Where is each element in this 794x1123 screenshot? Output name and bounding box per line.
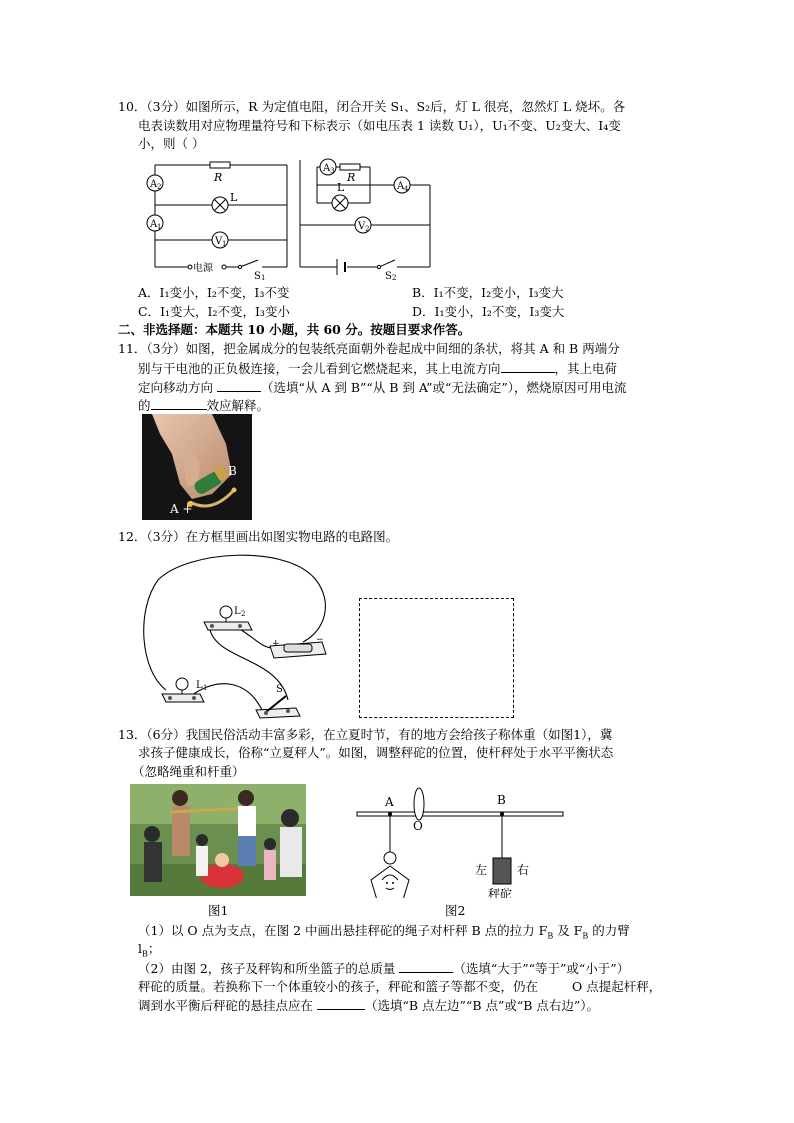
blank-pivot-point[interactable] [538,978,572,991]
q12-line1: 12．（3分）在方框里画出如图实物电路的电路图。 [118,529,399,544]
counterweight-icon [493,858,511,884]
q10-option-a: A．I₁变小，I₂不变，I₃不变 [138,285,290,300]
q13-part2-line3: 调到水平衡后秤砣的悬挂点应在 （选填“B 点左边”“B 点”或“B 点右边”）。 [138,998,600,1013]
svg-text:A: A [150,179,158,190]
q13-line1: 13．（6分）我国民俗活动丰富多彩，在立夏时节，有的地方会给孩子称体重（如图1），冀 [118,727,613,742]
svg-text:4: 4 [404,185,409,193]
svg-text:电源: 电源 [193,263,213,274]
q10-option-b: B．I₁不变，I₂变小，I₃变大 [412,285,564,300]
q11-line3: 定向移动方向 （选填“从 A 到 B”“从 B 到 A”或“无法确定”），燃烧原因可用电流 [138,380,627,395]
photo-label-a: A + [170,502,193,516]
svg-text:−: − [316,635,324,645]
switch-icon [256,696,300,718]
svg-text:A: A [150,219,158,230]
svg-text:A: A [385,795,394,809]
svg-text:L: L [230,191,238,204]
svg-text:S: S [254,271,261,280]
q11-photo [142,414,252,520]
fig1-caption: 图1 [208,903,229,918]
svg-text:B: B [497,793,506,807]
svg-text:S: S [385,271,392,280]
svg-text:L: L [337,181,345,194]
svg-text:左: 左 [475,863,488,877]
q13-line3: （忽略绳重和杆重） [132,764,245,779]
svg-text:A: A [323,163,331,174]
svg-text:R: R [214,171,223,184]
q11-line4: 的 效应解释。 [138,398,270,413]
q10-circuit-1 [140,155,300,280]
svg-text:右: 右 [517,863,530,877]
svg-text:3: 3 [330,167,335,175]
steelyard-rod [357,812,563,816]
svg-text:R: R [347,171,356,184]
svg-text:+: + [272,639,280,649]
blank-current-direction[interactable] [501,360,555,373]
child-basket-icon [371,866,409,898]
svg-text:2: 2 [392,274,397,280]
svg-text:L: L [196,680,203,691]
svg-text:2: 2 [365,225,370,233]
svg-text:O: O [413,819,423,833]
svg-text:V: V [358,221,366,232]
blank-hang-position[interactable] [317,997,365,1010]
q10-line3: 小，则（ ） [138,136,205,151]
blank-mass-compare[interactable] [399,960,453,973]
q13-line2: 求孩子健康成长，俗称“立夏秤人”。如图，调整秤砣的位置，使杆秤处于水平平衡状态 [138,745,614,760]
svg-text:A: A [397,181,405,192]
q13-part2-line1: （2）由图 2，孩子及秤钩和所坐篮子的总质量 （选填“大于”“等于”或“小于”） [138,961,630,976]
blank-current-effect[interactable] [151,397,207,410]
svg-text:1: 1 [157,223,162,231]
q13-part1-line2: $l_B$； [138,941,161,959]
q12-physical-circuit [138,550,348,722]
q13-steelyard-diagram [355,782,567,898]
svg-text:1: 1 [261,274,266,280]
svg-text:2: 2 [157,183,162,191]
svg-text:V: V [215,236,223,247]
q10-line1: 10．（3分）如图所示，R 为定值电阻，闭合开关 S₁、S₂后，灯 L 很亮，忽然灯 L 烧坏。各 [118,99,626,114]
svg-text:1: 1 [222,240,227,248]
svg-text:秤砣: 秤砣 [488,887,513,898]
blank-charge-direction[interactable] [217,379,261,392]
svg-text:1: 1 [203,684,208,692]
lifting-ring-icon [414,788,424,820]
fig2-caption: 图2 [445,903,466,918]
svg-text:2: 2 [241,610,246,618]
q13-part1-line1: （1）以 O 点为支点，在图 2 中画出悬挂秤砣的绳子对杆秤 B 点的拉力 $F_B$ 及 $F_B$ 的力臂 [138,923,630,941]
q10-option-d: D．I₁变小，I₂不变，I₃变大 [412,304,565,319]
q10-circuit-2 [295,155,435,280]
svg-text:L: L [234,606,241,617]
q13-photo-fig1 [130,784,306,896]
answer-box[interactable] [359,598,514,718]
section-heading: 二、非选择题：本题共 10 小题，共 60 分。按题目要求作答。 [118,322,471,337]
q11-line1: 11．（3分）如图，把金属成分的包装纸亮面朝外卷起成中间细的条状，将其 A 和 B 两端分 [118,341,620,356]
q11-line2: 别与干电池的正负极连接，一会儿看到它燃烧起来，其上电流方向 ，其上电荷 [138,361,618,376]
q13-part2-line2: 秤砣的质量。若换称下一个体重较小的孩子，秤砣和篮子等都不变，仍在 O 点提起杆秤， [138,979,662,994]
q10-line2: 电表读数用对应物理量符号和下标表示（如电压表 1 读数 U₁），U₁不变、U₂变大、I₄变 [138,118,621,133]
svg-text:S: S [276,684,283,695]
q10-option-c: C．I₁变大，I₂不变，I₃变小 [138,304,290,319]
photo-label-b: B [228,464,237,478]
